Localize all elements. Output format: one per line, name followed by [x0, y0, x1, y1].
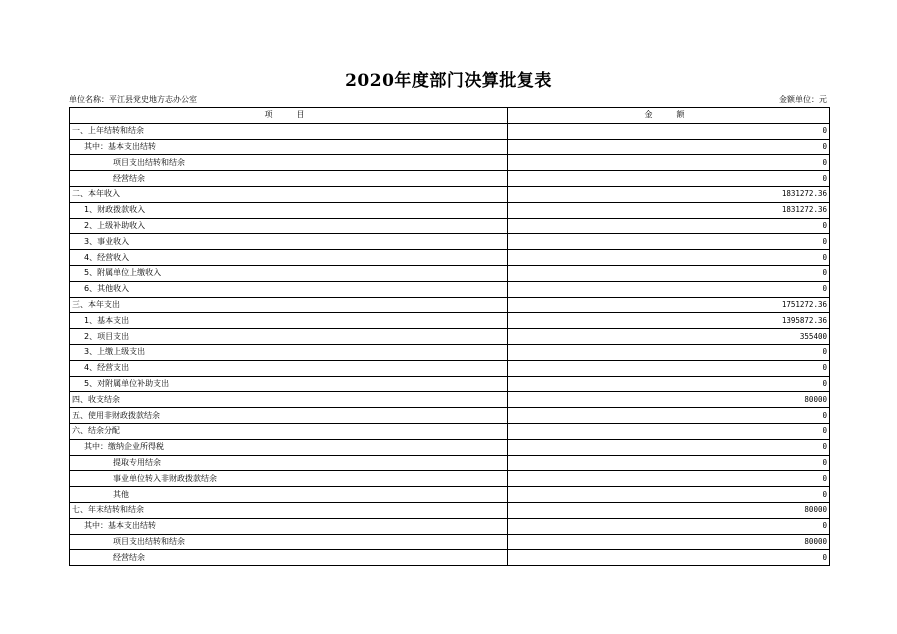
row-item-label: 5、附属单位上缴收入	[70, 265, 508, 281]
row-amount-value: 0	[508, 218, 830, 234]
row-amount-value: 0	[508, 550, 830, 566]
row-item-label: 3、事业收入	[70, 234, 508, 250]
table-header-row	[70, 108, 830, 124]
table-row	[70, 408, 830, 424]
table-row	[70, 360, 830, 376]
row-item-label: 三、本年支出	[70, 297, 508, 313]
table-row	[70, 186, 830, 202]
row-amount-value: 0	[508, 155, 830, 171]
row-amount-value: 0	[508, 234, 830, 250]
table-row	[70, 123, 830, 139]
row-amount-value: 0	[508, 281, 830, 297]
row-amount-value: 0	[508, 360, 830, 376]
row-amount-value: 0	[508, 171, 830, 187]
row-item-label: 1、财政拨款收入	[70, 202, 508, 218]
row-amount-value: 0	[508, 518, 830, 534]
table-row	[70, 392, 830, 408]
row-item-label: 其中：基本支出结转	[70, 139, 508, 155]
table-row	[70, 455, 830, 471]
row-item-label: 经营结余	[70, 171, 508, 187]
row-item-label: 项目支出结转和结余	[70, 155, 508, 171]
row-item-label: 项目支出结转和结余	[70, 534, 508, 550]
table-row	[70, 502, 830, 518]
table-row	[70, 313, 830, 329]
table-body	[70, 123, 830, 565]
row-item-label: 1、基本支出	[70, 313, 508, 329]
budget-table	[69, 107, 830, 566]
row-item-label: 二、本年收入	[70, 186, 508, 202]
row-item-label: 4、经营收入	[70, 250, 508, 266]
row-amount-value: 355400	[508, 329, 830, 345]
table-row	[70, 344, 830, 360]
row-amount-value: 0	[508, 487, 830, 503]
row-item-label: 其中：基本支出结转	[70, 518, 508, 534]
table-row	[70, 265, 830, 281]
table-row	[70, 550, 830, 566]
row-amount-value: 0	[508, 455, 830, 471]
row-item-label: 事业单位转入非财政拨款结余	[70, 471, 508, 487]
unit-name-label: 单位名称：平江县党史地方志办公室	[69, 95, 197, 104]
row-amount-value: 80000	[508, 502, 830, 518]
row-amount-value: 1831272.36	[508, 202, 830, 218]
table-row	[70, 423, 830, 439]
row-amount-value: 0	[508, 139, 830, 155]
row-item-label: 四、收支结余	[70, 392, 508, 408]
table-row	[70, 534, 830, 550]
header-amount: 金 额	[508, 108, 830, 124]
row-amount-value: 80000	[508, 534, 830, 550]
row-amount-value: 0	[508, 376, 830, 392]
row-item-label: 提取专用结余	[70, 455, 508, 471]
row-item-label: 4、经营支出	[70, 360, 508, 376]
row-item-label: 经营结余	[70, 550, 508, 566]
table-row	[70, 139, 830, 155]
row-amount-value: 1831272.36	[508, 186, 830, 202]
row-amount-value: 0	[508, 408, 830, 424]
row-item-label: 2、项目支出	[70, 329, 508, 345]
row-amount-value: 1751272.36	[508, 297, 830, 313]
page-title: 2020年度部门决算批复表	[345, 71, 552, 91]
row-item-label: 七、年末结转和结余	[70, 502, 508, 518]
row-amount-value: 0	[508, 123, 830, 139]
row-item-label: 5、对附属单位补助支出	[70, 376, 508, 392]
row-amount-value: 0	[508, 250, 830, 266]
row-item-label: 其中：缴纳企业所得税	[70, 439, 508, 455]
row-item-label: 2、上级补助收入	[70, 218, 508, 234]
table-row	[70, 250, 830, 266]
amount-unit-label: 金额单位：元	[779, 95, 827, 104]
row-amount-value: 80000	[508, 392, 830, 408]
row-item-label: 六、结余分配	[70, 423, 508, 439]
table-row	[70, 218, 830, 234]
row-item-label: 6、其他收入	[70, 281, 508, 297]
table-row	[70, 202, 830, 218]
row-amount-value: 0	[508, 344, 830, 360]
table-row	[70, 234, 830, 250]
table-row	[70, 155, 830, 171]
table-row	[70, 439, 830, 455]
table-row	[70, 171, 830, 187]
table-row	[70, 297, 830, 313]
table-row	[70, 487, 830, 503]
table-row	[70, 518, 830, 534]
table-row	[70, 281, 830, 297]
row-item-label: 五、使用非财政拨款结余	[70, 408, 508, 424]
row-amount-value: 1395872.36	[508, 313, 830, 329]
row-item-label: 其他	[70, 487, 508, 503]
row-amount-value: 0	[508, 439, 830, 455]
row-amount-value: 0	[508, 471, 830, 487]
table-row	[70, 376, 830, 392]
row-item-label: 3、上缴上级支出	[70, 344, 508, 360]
header-item: 项 目	[70, 108, 508, 124]
row-amount-value: 0	[508, 265, 830, 281]
table-row	[70, 329, 830, 345]
row-item-label: 一、上年结转和结余	[70, 123, 508, 139]
row-amount-value: 0	[508, 423, 830, 439]
table-row	[70, 471, 830, 487]
